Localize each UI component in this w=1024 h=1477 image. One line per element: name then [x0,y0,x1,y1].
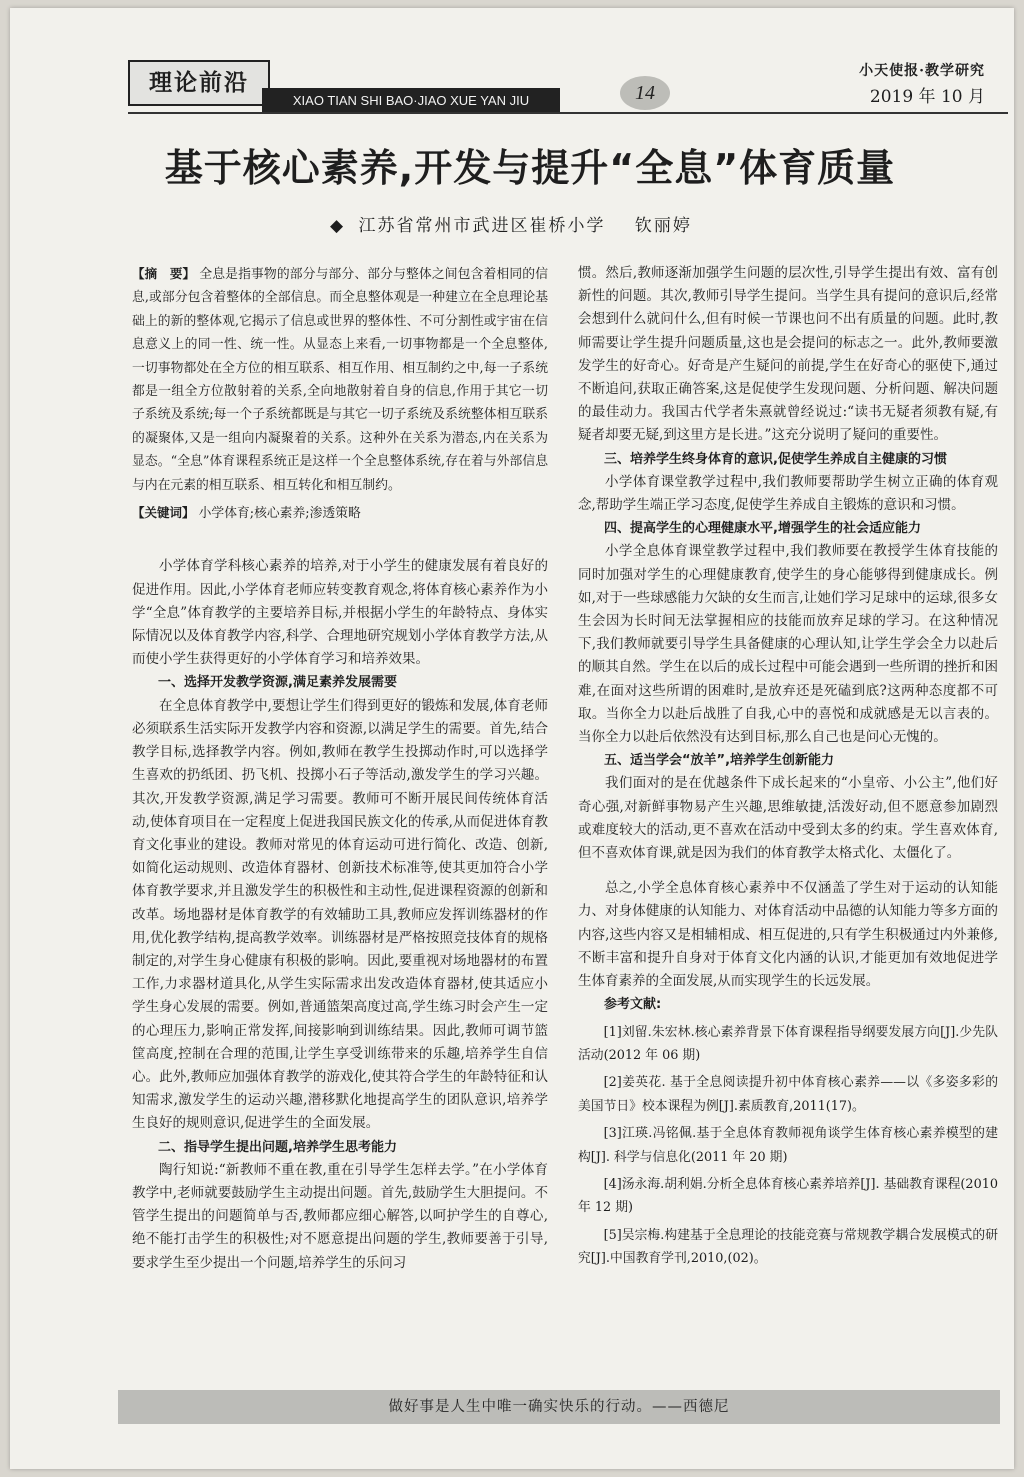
byline [330,214,730,238]
section4-paragraph: 小学全息体育课堂教学过程中,我们教师要在教授学生体育技能的同时加强对学生的心理健康教育,使学生的身心能够得到健康成长。例如,对于一些球感能力欠缺的女生而言,让她们学习足球中的运球,很多女生会因为长时间无法掌握相应的技能而放弃足球的学习。在这种情况下,我们教师就要引导学生具备健康的心理认知,让学生学会全力以赴后的顺其自然。学生在以后的成长过程中可能会遇到一些所谓的挫折和困难,在面对这些所谓的困难时,是放弃还是死磕到底?这两种态度都不可取。当你全力以赴后战胜了自我,心中的喜悦和成就感是无以言表的。当你全力以赴后依然没有达到目标,那么自己也是问心无愧的。 [578,543,998,746]
keywords-text: 小学体育;核心素养;渗透策略 [198,506,361,522]
article-title: 基于核心素养,开发与提升“全息”体育质量 [164,146,896,190]
spacer [578,865,998,877]
journal-name: 小天使报·教学研究 [859,63,985,79]
diamond-icon: ◆ [330,216,346,236]
abstract [132,262,548,525]
section1-paragraph: 在全息体育教学中,要想让学生们得到更好的锻炼和发展,体育老师必须联系生活实际开发教学内容和资源,以满足学生的需要。首先,结合教学目标,选择教学内容。例如,教师在教学生投掷动作时,可以选择学生喜欢的扔纸团、扔飞机、投掷小石子等活动,激发学生的学习兴趣。其次,开发教学资源,满足学习需要。教师可不断开展民间传统体育活动,使体育项目在一定程度上促进我国民族文化的传承,从而促进体育教育文化事业的建设。教师对常见的体育运动可进行简化、改造、创新,如简化运动规则、改造体育器材、创新技术标准等,使其更加符合小学体育教学要求,并且激发学生的积极性和主动性,促进课程资源的创新和改革。场地器材是体育教学的有效辅助工具,教师应发挥训练器材的作用,优化教学结构,提高教学效率。训练器材是严格按照竞技体育的规格制定的,对学生身心健康有积极的影响。因此,要重视对场地器材的布置工作,力求器材道具化,从学生实际需求出发改造体育器材,使其适应小学生身心发展的需要。例如,普通篮架高度过高,学生练习时会产生一定的心理压力,影响正常发挥,间接影响到训练结果。因此,教师可调节篮筐高度,控制在合理的范围,让学生享受训练带来的乐趣,培养学生自信心。此外,教师应加强体育教学的游戏化,使其符合学生的年龄特征和认知需求,激发学生的运动兴趣,潜移默化地提高学生的团队意识,培养学生良好的规则意识,促进学生的全面发展。 [132,697,548,1132]
section1-heading: 一、选择开发教学资源,满足素养发展需要 [158,675,397,691]
journal-pinyin-bar: XIAO TIAN SHI BAO·JIAO XUE YAN JIU [262,88,560,114]
affiliation: 江苏省常州市武进区崔桥小学 [358,216,606,236]
keywords-paragraph [132,501,548,525]
spacer [132,525,548,555]
reference-item: [4]汤永海.胡利娟.分析全息体育核心素养培养[J]. 基础教育课程(2010 年 12 期) [578,1176,998,1216]
abstract-label: 【摘 要】 [132,266,196,281]
header-rule [128,112,1008,114]
section2-paragraph-continued: 惯。然后,教师逐渐加强学生问题的层次性,引导学生提出有效、富有创新性的问题。其次,教师引导学生提问。当学生具有提问的意识后,经常会想到什么就问什么,但有时候一节课也问不出有质量的问题。此时,教师需要让学生提升问题质量,这也是会提问的标志之一。此外,教师要激发学生的好奇心。好奇是产生疑问的前提,学生在好奇心的驱使下,通过不断追问,获取正确答案,这是促使学生发现问题、分析问题、解决问题的最佳动力。我国古代学者朱熹就曾经说过:“读书无疑者须教有疑,有疑者却要无疑,到这里方是长进。”这充分说明了疑问的重要性。 [578,265,998,444]
abstract-text: 全息是指事物的部分与部分、部分与整体之间包含着相同的信息,或部分包含着整体的全部信息。而全息整体观是一种建立在全息理论基础上的新的整体观,它揭示了信息或世界的整体性、不可分割性或宇宙在信息意义上的同一性、统一性。从显态上来看,一切事物都是一个全息整体,一切事物都处在全方位的相互联系、相互作用、相互制约之中,每一子系统都是一组全方位散射着的关系,全向地散射着自身的信息,作用于其它一切子系统及系统;每一个子系统都既是与其它一切子系统及系统整体相互联系的凝聚体,又是一组向内凝聚着的关系。这种外在关系为潜态,内在关系为显态。“全息”体育课程系统正是这样一个全息整体系统,存在着与外部信息与内在元素的相互联系、相互转化和相互制约。 [132,267,548,493]
section4-heading: 四、提高学生的心理健康水平,增强学生的社会适应能力 [604,521,921,537]
issue-date: 2019 年 10 月 [869,87,985,107]
left-column [132,262,548,1275]
journal-page [10,8,1014,1469]
section2-heading: 二、指导学生提出问题,培养学生思考能力 [158,1139,397,1155]
right-column [578,262,998,1271]
section3-heading: 三、培养学生终身体育的意识,促使学生养成自主健康的习惯 [604,451,947,467]
section2-paragraph: 陶行知说:“新教师不重在教,重在引导学生怎样去学。”在小学体育教学中,老师就要鼓励学生主动提出问题。首先,鼓励学生大胆提问。不管学生提出的问题简单与否,教师都应细心解答,以呵护学生的自尊心,绝不能打击学生的积极性;对不愿意提出问题的学生,教师要善于引导,要求学生至少提出一个问题,培养学生的乐问习 [132,1161,548,1271]
footer-quote: 做好事是人生中唯一确实快乐的行动。——西德尼 [118,1390,1000,1424]
reference-item: [1]刘留.朱宏林.核心素养背景下体育课程指导纲要发展方向[J].少先队活动(2012 年 06 期) [578,1024,998,1063]
reference-item: [5]吴宗梅.构建基于全息理论的技能竞赛与常规教学耦合发展模式的研究[J].中国教育学刊,2010,(02)。 [578,1227,998,1267]
section3-paragraph: 小学体育课堂教学过程中,我们教师要帮助学生树立正确的体育观念,帮助学生端正学习态度,促使学生养成自主锻炼的意识和习惯。 [578,473,998,514]
column-tag: 理论前沿 [128,60,270,106]
references-title: 参考文献: [604,997,662,1013]
section5-paragraph: 我们面对的是在优越条件下成长起来的“小皇帝、小公主”,他们好奇心强,对新鲜事物易产生兴趣,思维敏捷,活泼好动,但不愿意参加剧烈或难度较大的活动,更不喜欢在活动中受到太多的约束。学生喜欢体育,但不喜欢体育课,就是因为我们的体育教学太格式化、太僵化了。 [578,775,998,862]
intro-paragraph: 小学体育学科核心素养的培养,对于小学生的健康发展有着良好的促进作用。因此,小学体育老师应转变教育观念,将体育核心素养作为小学“全息”体育教学的主要培养目标,并根据小学生的年龄特点、身体实际情况以及体育教学内容,科学、合理地研究规划小学体育教学方法,从而使小学生获得更好的小学体育学习和培养效果。 [132,558,548,668]
author-name: 钦丽婷 [634,216,692,236]
reference-item: [3]江瑛.冯铭佩.基于全息体育教师视角谈学生体育核心素养模型的建构[J]. 科学与信息化(2011 年 20 期) [578,1126,998,1165]
conclusion-paragraph: 总之,小学全息体育核心素养中不仅涵盖了学生对于运动的认知能力、对身体健康的认知能力、对体育活动中品德的认知能力等多方面的内容,这些内容又是相辅相成、相互促进的,只有学生积极通过内外兼修,不断丰富和提升自身对于体育文化内涵的认识,才能更加有效地促进学生体育素养的全面发展,从而实现学生的长远发展。 [578,880,998,990]
abstract-paragraph [132,262,548,497]
section5-heading: 五、适当学会“放羊”,培养学生创新能力 [604,753,835,769]
page-number: 14 [620,76,670,110]
reference-item: [2]姜英花. 基于全息阅读提升初中体育核心素养——以《多姿多彩的美国节日》校本课程为例[J].素质教育,2011(17)。 [578,1075,998,1114]
keywords-label: 【关键词】 [132,505,195,521]
